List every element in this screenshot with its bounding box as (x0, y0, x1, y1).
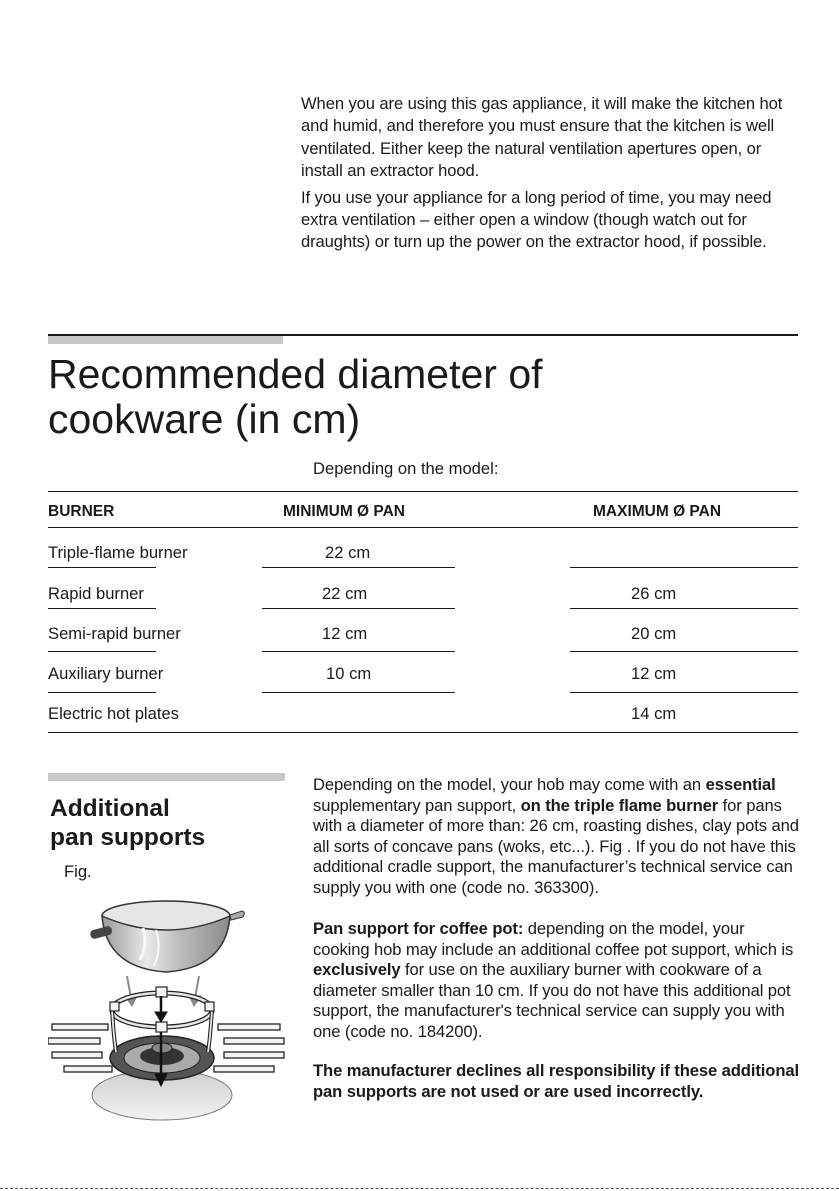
pan-support-illustration (48, 890, 288, 1125)
section-title-line-1: Recommended diameter of (48, 351, 543, 397)
table-row-max: 12 cm (631, 664, 677, 683)
row-divider (262, 692, 455, 693)
table-row-max: 14 cm (631, 704, 677, 723)
ventilation-paragraph-1: When you are using this gas appliance, it will make the kitchen hot and humid, and therefore you must ensure that the kitchen is well ventilated. Either keep the natural ventilation apertures open, or install an extractor hood. (301, 94, 783, 181)
section-title-line-2: cookware (in cm) (48, 396, 361, 442)
table-row-burner: Rapid burner (48, 584, 144, 603)
table-header-rule (48, 527, 798, 528)
table-row-min: 22 cm (325, 543, 371, 562)
table-row-burner: Semi-rapid burner (48, 624, 181, 643)
table-top-rule (48, 491, 798, 492)
supports-paragraph-2: Pan support for coffee pot: depending on the model, your cooking hob may include an additional coffee pot support, which is exclusively for use on the auxiliary burner with cookware of a diameter smaller than 10 cm. If you do not have this additional pot support, the manufacturer's technical service can supply you with one (code no. 184200). (313, 919, 794, 1041)
row-divider (570, 567, 798, 568)
header-max-pan: MAXIMUM Ø PAN (593, 503, 722, 520)
table-row-min: 10 cm (326, 664, 372, 683)
table-subtitle: Depending on the model: (313, 459, 499, 478)
table-row-min: 12 cm (322, 624, 368, 643)
row-divider (262, 608, 455, 609)
row-divider (570, 692, 798, 693)
table-row-burner: Triple-flame burner (48, 543, 188, 562)
table-row-max: 26 cm (631, 584, 677, 603)
row-divider (48, 692, 156, 693)
ventilation-text (301, 93, 801, 258)
row-divider (570, 608, 798, 609)
table-row-min: 22 cm (322, 584, 368, 603)
row-divider (262, 567, 455, 568)
page-cut-line (0, 1188, 839, 1189)
table-row-burner: Electric hot plates (48, 704, 179, 723)
section-title (48, 352, 748, 442)
supports-paragraph-1: Depending on the model, your hob may come with an essential supplementary pan support, on the triple flame burner for pans with a diameter of more than: 26 cm, roasting dishes, clay pots and all sorts of concave pans (woks, etc...). Fig . If you do not have this additional cradle support, the manufacturer’s technical service can supply you with one (code no. 363300). (313, 775, 799, 897)
section-accent-bar (48, 336, 283, 344)
row-divider (48, 567, 156, 568)
supports-disclaimer: The manufacturer declines all responsibility if these additional pan supports are not used or are used incorrectly. (313, 1061, 800, 1101)
header-min-pan: MINIMUM Ø PAN (283, 503, 405, 520)
ventilation-paragraph-2: If you use your appliance for a long period of time, you may need extra ventilation – either open a window (though watch out for draughts) or turn up the power on the extractor hood, if possible. (301, 187, 772, 252)
supports-title-line-2: pan supports (50, 824, 206, 851)
supports-accent-bar (48, 773, 285, 781)
row-divider (262, 651, 455, 652)
wok-icon (89, 901, 244, 972)
supports-title-line-1: Additional (50, 795, 170, 822)
row-divider (48, 608, 156, 609)
table-row-burner: Auxiliary burner (48, 664, 164, 683)
table-row-max: 20 cm (631, 624, 677, 643)
row-divider (570, 651, 798, 652)
table-bottom-rule (48, 732, 798, 733)
header-burner: BURNER (48, 503, 115, 520)
row-divider (48, 651, 156, 652)
supports-title (50, 794, 205, 852)
figure-label: Fig. (64, 862, 92, 881)
